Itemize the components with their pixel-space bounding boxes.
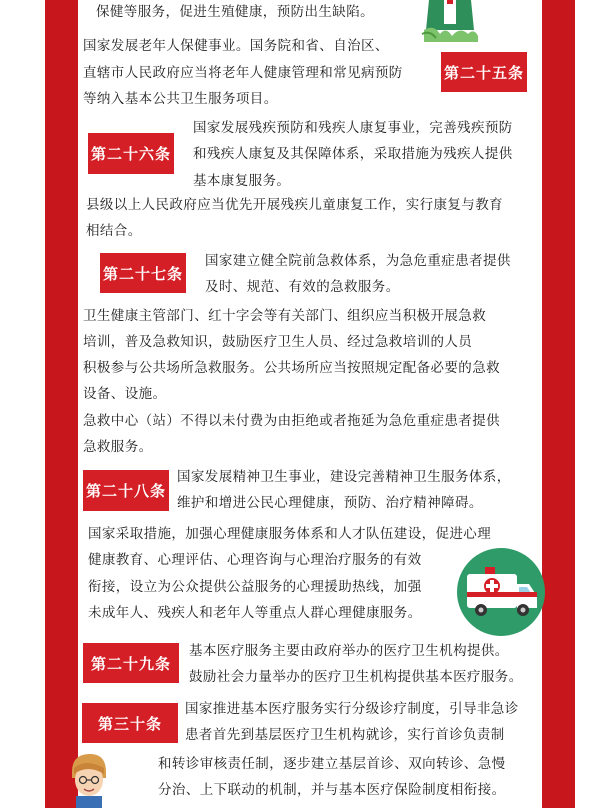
article27-extra-4: 设备、设施。: [83, 386, 167, 402]
article28-extra-2: 健康教育、心理评估、心理咨询与心理治疗服务的有效: [88, 552, 422, 568]
article25-top-line: 保健等服务，促进生殖健康，预防出生缺陷。: [96, 4, 374, 20]
article27-badge: 第二十七条: [100, 253, 186, 293]
article25-line-1: 国家发展老年人保健事业。国务院和省、自治区、: [83, 38, 389, 54]
article30-line-1: 国家推进基本医疗服务实行分级诊疗制度，引导非急诊: [185, 701, 519, 717]
article30-line-4: 分治、上下联动的机制，并与基本医疗保险制度相衔接。: [158, 782, 506, 798]
article28-extra-1: 国家采取措施，加强心理健康服务体系和人才队伍建设，促进心理: [88, 526, 492, 542]
article27-line-1: 国家建立健全院前急救体系，为急危重症患者提供: [205, 253, 511, 269]
article30-line-2: 患者首先到基层医疗卫生机构就诊，实行首诊负责制: [185, 727, 505, 743]
article30-badge: 第三十条: [82, 703, 178, 743]
article26-line-1: 国家发展残疾预防和残疾人康复事业，完善残疾预防: [193, 120, 513, 136]
article25-line-2: 直辖市人民政府应当将老年人健康管理和常见病预防: [83, 65, 403, 81]
article28-line-2: 维护和增进公民心理健康，预防、治疗精神障碍。: [177, 495, 483, 511]
article25-badge: 第二十五条: [441, 52, 527, 92]
article27-extra-2: 培训，普及急救知识，鼓励医疗卫生人员、经过急救培训的人员: [83, 334, 473, 350]
article25-line-3: 等纳入基本公共卫生服务项目。: [83, 91, 278, 107]
article29-badge: 第二十九条: [83, 643, 179, 683]
article29-line-1: 基本医疗服务主要由政府举办的医疗卫生机构提供。: [189, 643, 509, 659]
article30-line-3: 和转诊审核责任制，逐步建立基层首诊、双向转诊、急慢: [158, 756, 506, 772]
article27-extra-5: 急救中心（站）不得以未付费为由拒绝或者拖延为急危重症患者提供: [83, 413, 500, 429]
article27-extra-6: 急救服务。: [83, 439, 153, 455]
article26-line-2: 和残疾人康复及其保障体系，采取措施为残疾人提供: [193, 146, 513, 162]
right-red-border: [542, 0, 575, 808]
article27-line-2: 及时、规范、有效的急救服务。: [205, 279, 400, 295]
article27-extra-3: 积极参与公共场所急救服务。公共场所应当按照规定配备必要的急救: [83, 360, 500, 376]
article27-extra-1: 卫生健康主管部门、红十字会等有关部门、组织应当积极开展急救: [83, 308, 487, 324]
left-red-border: [45, 0, 78, 808]
article29-line-2: 鼓励社会力量举办的医疗卫生机构提供基本医疗服务。: [189, 669, 523, 685]
article26-badge: 第二十六条: [88, 133, 174, 174]
doctor-illustration: [420, 0, 480, 42]
article26-line-3: 基本康复服务。: [193, 173, 291, 189]
article26-extra-1: 县级以上人民政府应当优先开展残疾儿童康复工作，实行康复与教育: [86, 197, 503, 213]
article28-badge: 第二十八条: [83, 470, 169, 511]
article28-extra-3: 衔接，设立为公众提供公益服务的心理援助热线，加强: [88, 579, 422, 595]
article28-line-1: 国家发展精神卫生事业，建设完善精神卫生服务体系，: [177, 469, 511, 485]
ambulance-icon: [455, 548, 547, 636]
cartoon-person: [66, 752, 110, 808]
article28-extra-4: 未成年人、残疾人和老年人等重点人群心理健康服务。: [88, 605, 422, 621]
article26-extra-2: 相结合。: [86, 223, 142, 239]
